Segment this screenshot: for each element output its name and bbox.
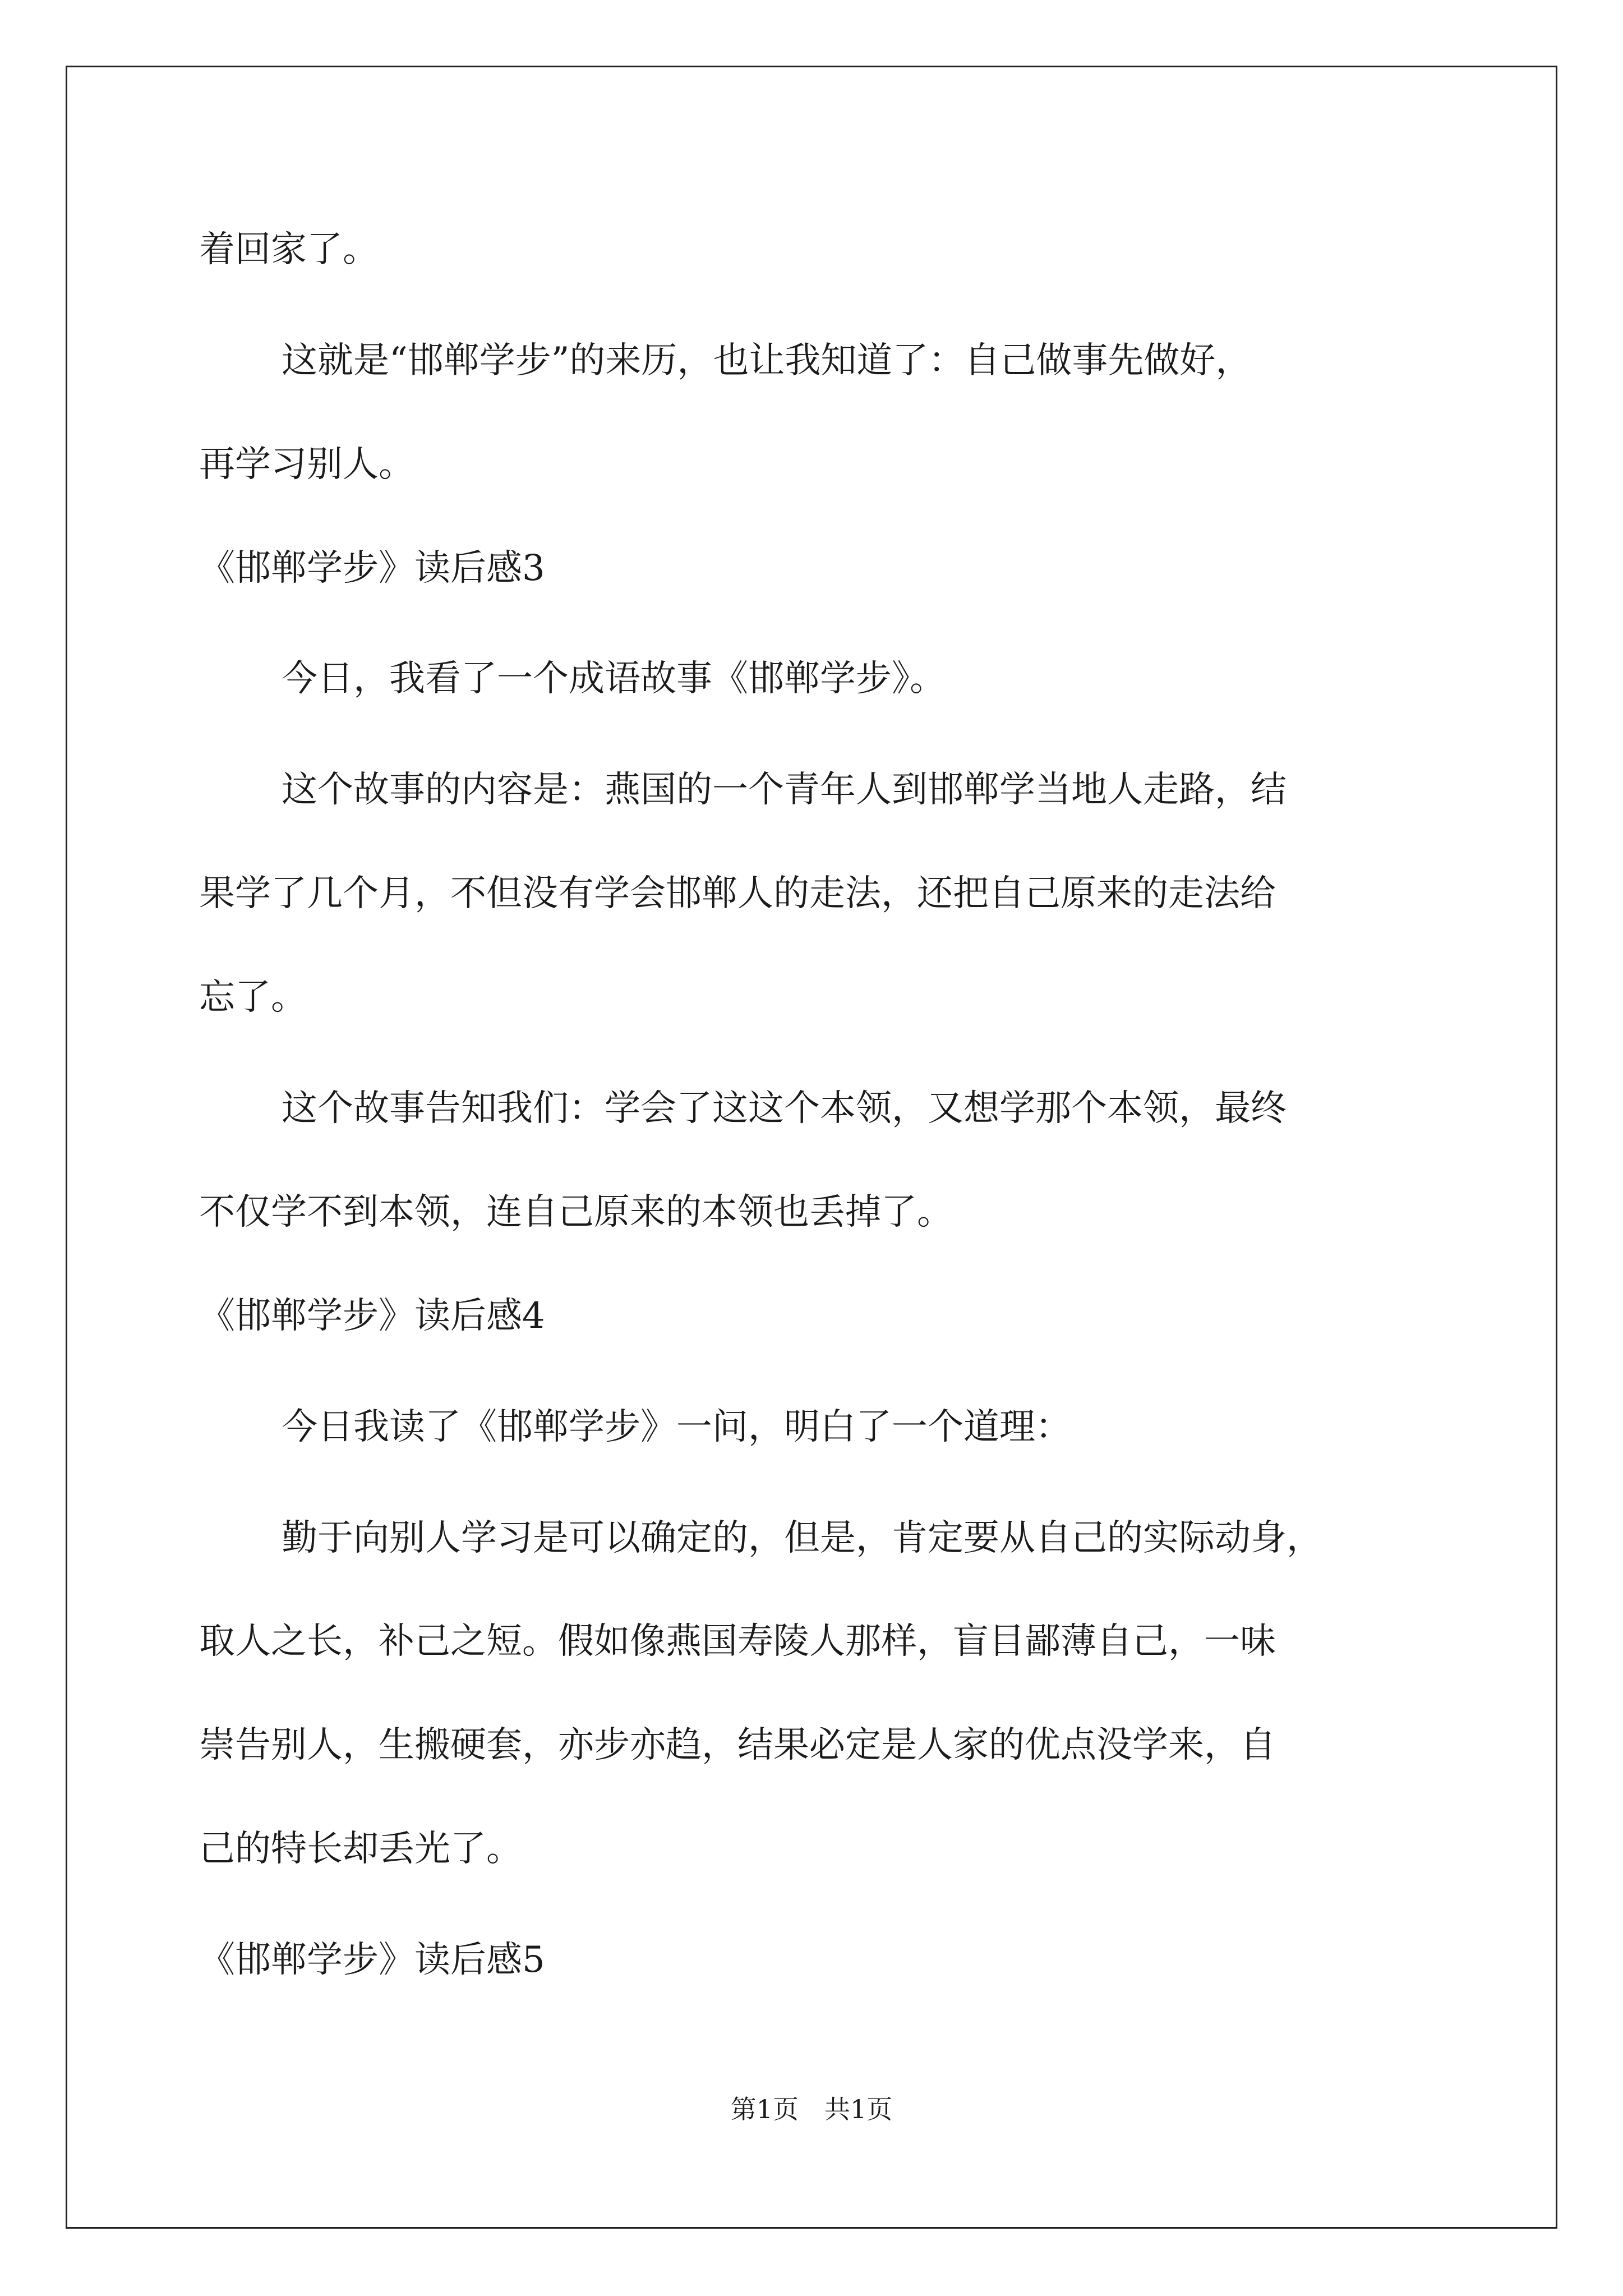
section-heading: 《邯郸学步》读后感5 <box>199 1939 545 1981</box>
paragraph-line: 今日，我看了一个成语故事《邯郸学步》。 <box>282 658 946 700</box>
paragraph-line: 果学了几个月，不但没有学会邯郸人的走法，还把自己原来的走法给 <box>199 873 1276 914</box>
paragraph-line: 今日我读了《邯郸学步》一问，明白了一个道理： <box>282 1406 1071 1448</box>
paragraph-line: 再学习别人。 <box>199 444 414 485</box>
page-footer: 第1页 共1页 <box>730 2094 893 2124</box>
paragraph-line: 这个故事告知我们：学会了这这个本领，又想学那个本领，最终 <box>282 1088 1287 1129</box>
paragraph-line: 这就是“邯郸学步”的来历，也让我知道了：自己做事先做好， <box>282 340 1252 381</box>
paragraph-line: 这个故事的内容是：燕国的一个青年人到邯郸学当地人走路，结 <box>282 769 1287 811</box>
section-heading: 《邯郸学步》读后感3 <box>199 547 545 589</box>
paragraph-line: 勤于向别人学习是可以确定的，但是，肯定要从自己的实际动身， <box>282 1517 1322 1559</box>
paragraph-line: 取人之长，补己之短。假如像燕国寿陵人那样，盲目鄙薄自己，一味 <box>199 1621 1276 1662</box>
paragraph-line: 己的特长却丢光了。 <box>199 1828 522 1870</box>
paragraph-line: 着回家了。 <box>199 229 379 270</box>
page-border <box>66 66 1557 2229</box>
paragraph-line: 忘了。 <box>199 977 307 1018</box>
paragraph-line: 不仅学不到本领，连自己原来的本领也丢掉了。 <box>199 1191 953 1233</box>
paragraph-line: 崇告别人，生搬硬套，亦步亦趋，结果必定是人家的优点没学来，自 <box>199 1724 1276 1766</box>
section-heading: 《邯郸学步》读后感4 <box>199 1295 545 1337</box>
